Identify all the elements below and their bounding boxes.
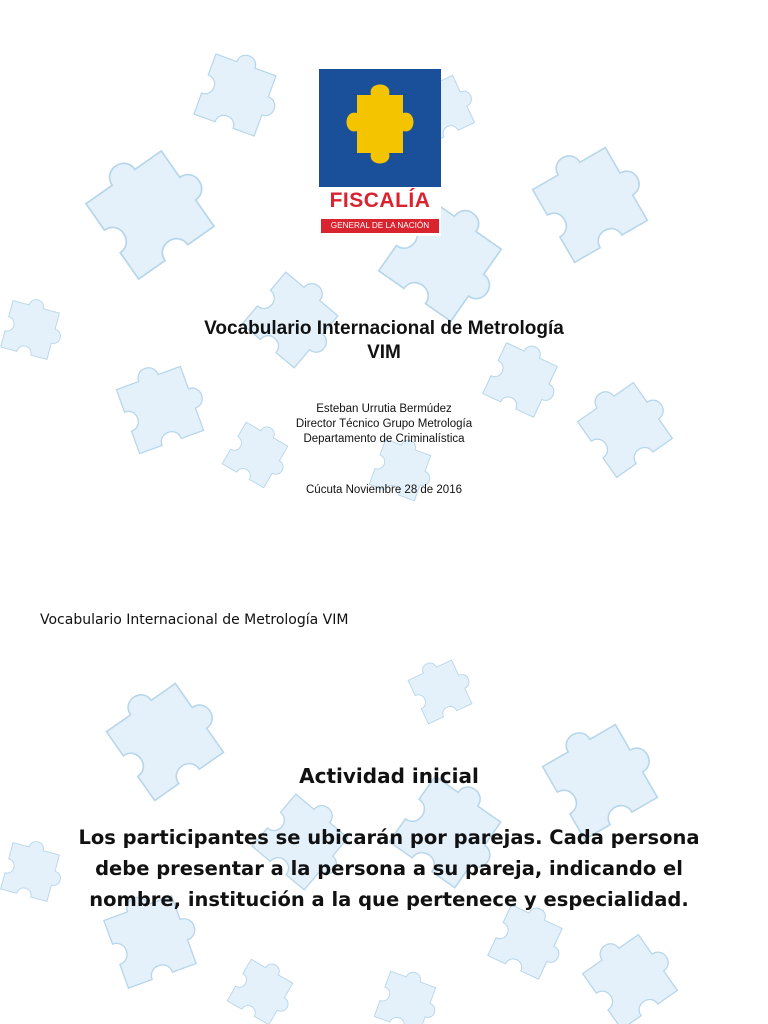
instruction-line: nombre, institución a la que pertenece y especialidad. <box>89 888 689 911</box>
logo-wordmark: FISCALÍA <box>329 189 431 212</box>
logo-blue-field <box>319 69 441 187</box>
presenter-name: Esteban Urrutia Bermúdez <box>316 403 452 415</box>
place-date: Cúcuta Noviembre 28 de 2016 <box>306 484 462 496</box>
logo-subtitle: GENERAL DE LA NACIÓN <box>321 219 439 233</box>
activity-instructions <box>60 822 718 915</box>
instruction-line: Los participantes se ubicarán por parejas. Cada persona <box>78 826 700 849</box>
instruction-line: debe presentar a la persona a su pareja, indicando el <box>95 857 683 880</box>
presenter-department: Departamento de Criminalística <box>303 433 465 445</box>
fiscalia-logo <box>319 69 441 236</box>
activity-slide <box>0 512 768 1024</box>
puzzle-piece-icon <box>319 69 441 187</box>
presenter-role: Director Técnico Grupo Metrología <box>295 418 473 430</box>
presentation-title-acronym: VIM <box>367 342 401 363</box>
slide-heading: Vocabulario Internacional de Metrología VIM <box>40 612 349 628</box>
presentation-title: Vocabulario Internacional de Metrología <box>204 318 564 339</box>
activity-title: Actividad inicial <box>299 764 479 788</box>
